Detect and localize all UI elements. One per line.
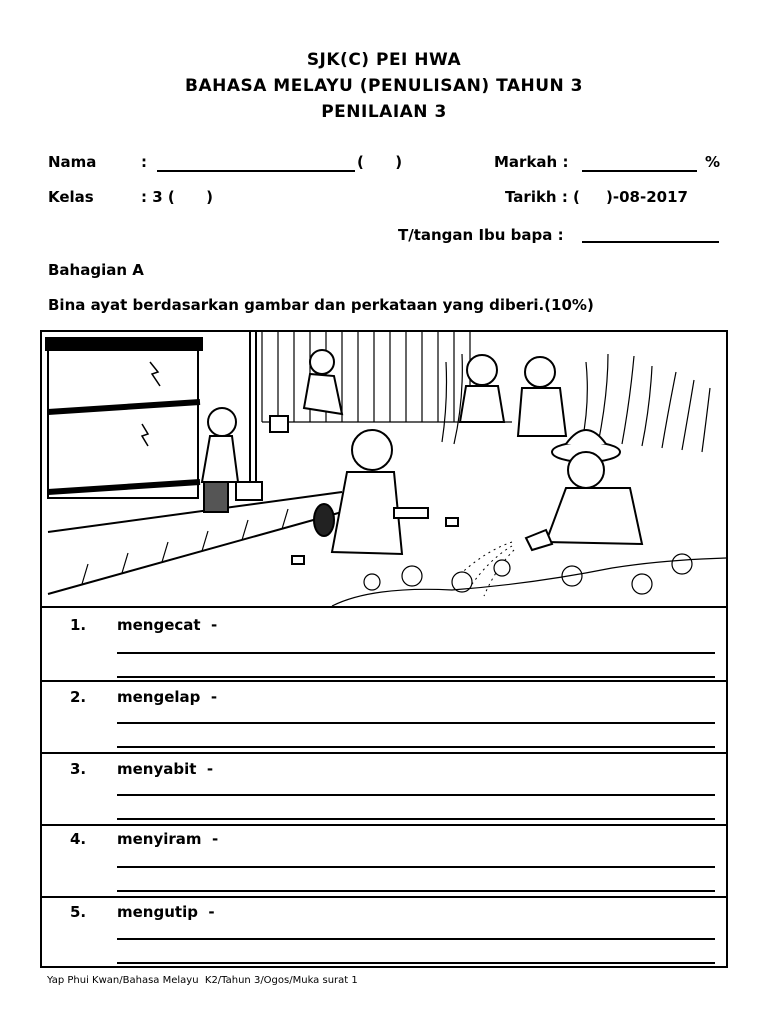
signature-label: T/tangan Ibu bapa : xyxy=(398,226,564,244)
section-title: Bahagian A xyxy=(48,261,144,279)
page-footer: Yap Phui Kwan/Bahasa Melayu K2/Tahun 3/Ogos/Muka surat 1 xyxy=(47,975,358,986)
markah-unit: % xyxy=(705,153,721,171)
answer-line[interactable] xyxy=(117,938,715,940)
question-row-4 xyxy=(40,826,728,898)
markah-label: Markah : xyxy=(494,153,569,171)
answer-line[interactable] xyxy=(117,866,715,868)
question-number: 1. xyxy=(70,616,87,634)
question-number: 2. xyxy=(70,688,87,706)
markah-field[interactable] xyxy=(582,170,697,172)
question-row-1 xyxy=(40,608,728,682)
scene-illustration xyxy=(40,330,728,608)
nama-field[interactable] xyxy=(157,170,355,172)
answer-line[interactable] xyxy=(117,722,715,724)
gotong-royong-scene-illustration xyxy=(42,332,726,606)
question-number: 3. xyxy=(70,760,87,778)
subject-title: BAHASA MELAYU (PENULISAN) TAHUN 3 xyxy=(184,76,584,96)
answer-line[interactable] xyxy=(117,818,715,820)
answer-line[interactable] xyxy=(117,794,715,796)
question-row-2 xyxy=(40,682,728,754)
question-word: mengelap - xyxy=(117,688,218,706)
school-name: SJK(C) PEI HWA xyxy=(306,50,462,70)
question-row-3 xyxy=(40,754,728,826)
question-word: menyabit - xyxy=(117,760,214,778)
instruction-text: Bina ayat berdasarkan gambar dan perkataan yang diberi.(10%) xyxy=(48,296,594,314)
answer-line[interactable] xyxy=(117,652,715,654)
tarikh-label: Tarikh : ( )-08-2017 xyxy=(505,188,688,206)
question-number: 5. xyxy=(70,903,87,921)
question-row-5 xyxy=(40,898,728,968)
nama-colon: : xyxy=(141,153,147,171)
signature-field[interactable] xyxy=(582,241,719,243)
answer-line[interactable] xyxy=(117,676,715,678)
nama-number-paren: ( ) xyxy=(357,153,403,171)
question-word: menyiram - xyxy=(117,830,219,848)
nama-label: Nama xyxy=(48,153,97,171)
kelas-label: Kelas xyxy=(48,188,94,206)
question-number: 4. xyxy=(70,830,87,848)
question-word: mengecat - xyxy=(117,616,218,634)
answer-line[interactable] xyxy=(117,746,715,748)
question-word: mengutip - xyxy=(117,903,215,921)
answer-line[interactable] xyxy=(117,962,715,964)
answer-line[interactable] xyxy=(117,890,715,892)
kelas-value: : 3 ( ) xyxy=(141,188,213,206)
assessment-title: PENILAIAN 3 xyxy=(321,102,447,122)
